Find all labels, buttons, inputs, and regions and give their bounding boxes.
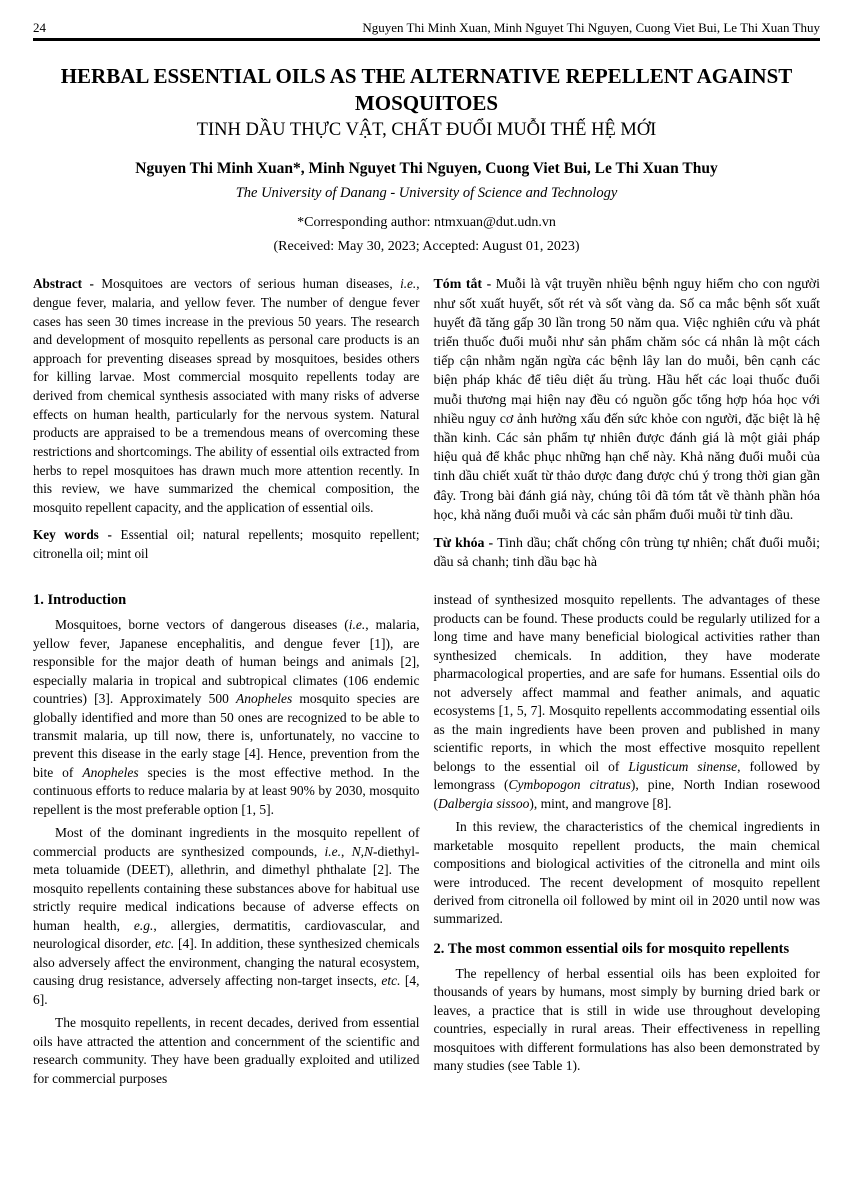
body-column-right [434, 591, 821, 1093]
paragraph-review-scope: In this review, the characteristics of the chemical ingredients in marketable mosquito repellent products, the main chemical compositions and biological activities of the citronella and mint oils were introduced. The recent development of mosquito repellent derived from citronella oil followed by mint oil in 2020 until now was summarized. [433, 819, 820, 927]
paragraph-continuation: instead of synthesized mosquito repellents. The advantages of these products can be found. These products could be regularly utilized for a long time and have many beneficial biological activities rather than synthesized chemicals. In addition, they have moderate pharmacological properties, and are safe for humans. Essential oils do not adversely affect mammal and feather animals, and aquatic ecosystems [1, 5, 7]. Mosquito repellents accommodating essential oils as the main ingredients have been proven and published in many scientific reports, in which the most effective mosquito repellent belongs to the essential oil of Ligusticum sinense, followed by lemongrass (Cymbopogon citratus), pine, North Indian rosewood (Dalbergia sissoo), mint, and mangrove [8]. [433, 592, 821, 811]
article-subtitle-vi: TINH DẦU THỰC VẬT, CHẤT ĐUỔI MUỖI THẾ HỆ MỚI [196, 120, 657, 141]
section-2-heading: 2. The most common essential oils for mosquito repellents [433, 940, 790, 957]
received-accepted-dates: (Received: May 30, 2023; Accepted: August 01, 2023) [273, 239, 580, 255]
body-section [33, 591, 820, 1093]
paragraph-intro-3: The mosquito repellents, in recent decades, derived from essential oils have attracted the attention and concernment of the scientific and research community. They have been gradually exploited and utilized for commercial purposes [33, 1015, 420, 1086]
affiliation: The University of Danang - University of Science and Technology [235, 185, 618, 202]
paragraph-section2-1: The repellency of herbal essential oils has been exploited for thousands of years by humans, most simply by burning dried bark or leaves, a practice that is still in wide use throughout developing countries, especially in rural areas. Their effectiveness in repelling mosquitoes with different formulations has also been demonstrated by many studies (see Table 1). [433, 965, 820, 1074]
section-1-heading: 1. Introduction [33, 592, 127, 609]
corresponding-author: *Corresponding author: ntmxuan@dut.udn.vn [297, 215, 556, 231]
paragraph-intro-2: Most of the dominant ingredients in the mosquito repellent of commercial products are synthesized compounds, i.e., N,N-diethyl-meta toluamide (DEET), allethrin, and dimethyl phthalate [2]. The mosquito repellents containing these substances above for habitual use strictly require medical indications because of adverse effects on human health, e.g., allergies, dermatitis, cardiovascular, and neurological disorder, etc. [4]. In addition, these synthesized chemicals also adversely affect the environment, changing the natural ecosystem, causing drug resistance, adversely affecting non-target insects, etc. [4, 6]. [33, 825, 420, 1007]
running-header [33, 20, 820, 41]
paragraph-intro-1: Mosquitoes, borne vectors of dangerous diseases (i.e., malaria, yellow fever, Japanese encephalitis, and dengue fever [1]), are responsible for the major death of human beings and animals [2], especially malaria in tropical and subtropical climates (106 endemic countries) [3]. Approximately 500 Anopheles mosquito species are globally identified and more than 50 ones are recognized to be able to transmit malaria, up till now, there is, unfortunately, no vaccine to prevent this disease in the early stage [4]. Hence, prevention from the bite of Anopheles species is the most effective method. In the continuous efforts to reduce malaria by at least 90% by 2030, mosquito repellent is the most preferable option [1, 5]. [33, 617, 420, 817]
abstract-column-en [33, 275, 420, 577]
keywords-vi: Từ khóa - Tinh dầu; chất chống côn trùng tự nhiên; chất đuổi muỗi; dầu sả chanh; tinh dầu bạc hà [433, 535, 820, 571]
page-number: 24 [33, 20, 46, 35]
abstract-vi: Tóm tắt - Muỗi là vật truyền nhiều bệnh nguy hiểm cho con người như sốt xuất huyết, sốt rét và sốt vàng da. Số ca mắc bệnh sốt xuất huyết đã tăng gấp 30 lần trong 50 năm qua. Việc nghiên cứu và phát triển thuốc đuổi muỗi như sản phẩm chăm sóc cá nhân là một cách tiếp cận nhằm ngăn ngừa các bệnh lây lan do muỗi, bên cạnh các biện pháp khác để tiêu diệt ấu trùng. Hầu hết các loại thuốc đuổi muỗi thương mại hiện nay đều có nguồn gốc tổng hợp hóa học với nhiều nguy cơ ảnh hưởng xấu đến sức khỏe con người, đặc biệt là hệ thần kinh. Các sản phẩm tự nhiên được đánh giá là một giải pháp hiệu quả để khắc phục những hạn chế này. Khả năng đuổi muỗi của tinh dầu chiết xuất từ thảo dược đang được chú ý trong thời gian gần đây. Trong bài đánh giá này, chúng tôi đã tóm tắt về thành phần hóa học, khả năng đuổi muỗi và các sản phẩm đuổi muỗi từ tinh dầu. [433, 277, 820, 523]
abstract-section [33, 275, 820, 577]
article-title: HERBAL ESSENTIAL OILS AS THE ALTERNATIVE REPELLENT AGAINST MOSQUITOES [60, 64, 793, 115]
running-head: Nguyen Thi Minh Xuan, Minh Nguyet Thi Nguyen, Cuong Viet Bui, Le Thi Xuan Thuy [362, 20, 820, 35]
authors-line: Nguyen Thi Minh Xuan*, Minh Nguyet Thi Nguyen, Cuong Viet Bui, Le Thi Xuan Thuy [135, 160, 718, 178]
abstract-column-vi [434, 275, 821, 577]
keywords-en: Key words - Essential oil; natural repellents; mosquito repellent; citronella oil; mint oil [33, 527, 420, 561]
abstract-en: Abstract - Mosquitoes are vectors of serious human diseases, i.e., dengue fever, malaria, and yellow fever. The number of dengue fever cases has seen 30 times increase in the previous 50 years. The research and development of mosquito repellents as personal care products is an approach for preventing diseases spread by mosquitoes, besides others for killing larvae. Most commercial mosquito repellents today are derived from chemical synthesis associated with many risks of adverse effects on human health, particularly for the nervous system. Natural products are appraised to be a tremendous means of overcoming these restrictions and shortcomings. The ability of essential oils extracted from herbs to repel mosquitoes has drawn much more attention recently. In this review, we have summarized the chemical composition, the mosquito repellent capacity, and the application of essential oils. [33, 276, 420, 515]
body-column-left [33, 591, 420, 1093]
